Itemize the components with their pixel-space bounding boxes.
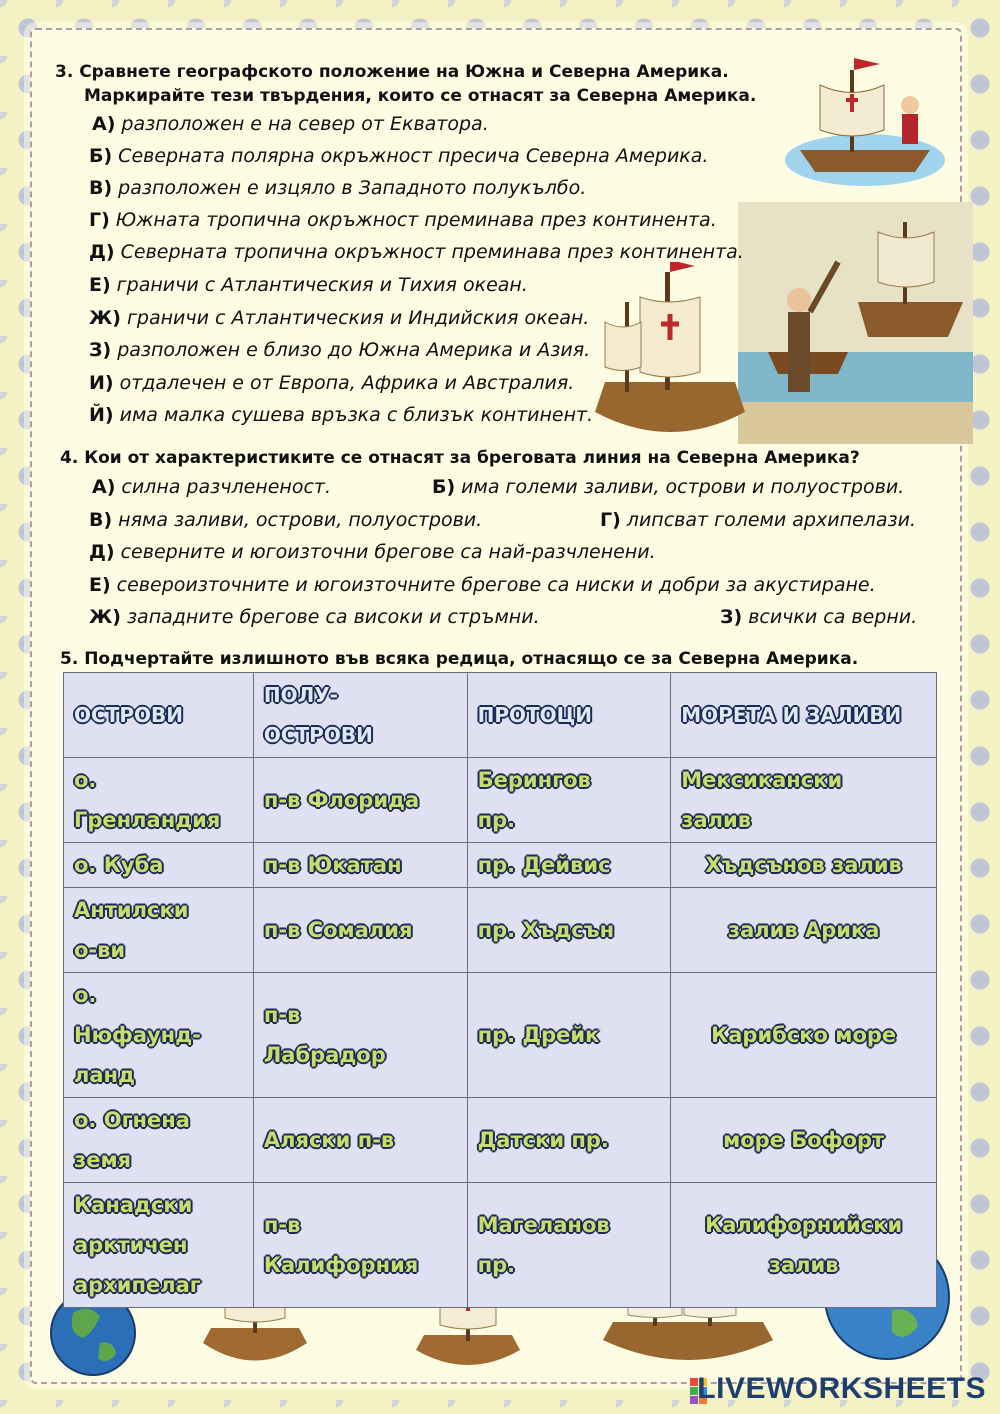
q3-option-i[interactable]: И) отдалечен е от Европа, Африка и Австралия. (89, 372, 575, 394)
columbus-landing-illustration (738, 202, 973, 444)
liveworksheets-brand: LIVEWORKSHEETS (697, 1372, 986, 1405)
table-row (64, 1098, 937, 1183)
q3-option-e[interactable]: Е) граничи с Атлантическия и Тихия океан. (89, 274, 528, 296)
q4-option-e[interactable]: Е) североизточните и югоизточните брегове са ниски и добри за акустиране. (89, 574, 876, 596)
cell-island[interactable]: о. Гренландия (64, 758, 254, 843)
cell-sea-gulf[interactable]: Карибско море (671, 973, 937, 1098)
cell-sea-gulf[interactable]: залив Арика (671, 888, 937, 973)
cell-strait[interactable]: пр. Хъдсън (467, 888, 671, 973)
cell-sea-gulf[interactable]: море Бофорт (671, 1098, 937, 1183)
cell-strait[interactable]: Датски пр. (467, 1098, 671, 1183)
q3-title-line2: Маркирайте тези твърдения, които се отнасят за Северна Америка. (84, 86, 757, 106)
q3-option-y[interactable]: Й) има малка сушева връзка с близък континент. (89, 404, 594, 426)
q4-title: 4. Кои от характеристиките се отнасят за бреговата линия на Северна Америка? (60, 448, 860, 468)
table-row (64, 888, 937, 973)
cell-peninsula[interactable]: п-в Калифорния (253, 1183, 467, 1308)
cell-island[interactable]: Антилски о-ви (64, 888, 254, 973)
cell-sea-gulf[interactable]: Калифорнийски залив (671, 1183, 937, 1308)
header-straits: ПРОТОЦИ (467, 673, 671, 758)
cell-peninsula[interactable]: п-в Лабрадор (253, 973, 467, 1098)
cell-strait[interactable]: Берингов пр. (467, 758, 671, 843)
table-row (64, 973, 937, 1098)
santa-maria-ship-illustration (585, 262, 755, 462)
q3-option-b[interactable]: Б) Северната полярна окръжност пресича Северна Америка. (89, 145, 709, 167)
cell-island[interactable]: о. Нюфаунд- ланд (64, 973, 254, 1098)
geography-table (63, 672, 937, 1308)
ship-with-explorer-illustration (780, 50, 950, 190)
q3-option-d[interactable]: Д) Северната тропична окръжност преминава през континента. (89, 241, 744, 263)
cell-strait[interactable]: Магеланов пр. (467, 1183, 671, 1308)
q3-option-g[interactable]: Г) Южната тропична окръжност преминава през континента. (89, 209, 717, 231)
q4-option-zh[interactable]: Ж) западните брегове са високи и стръмни. (89, 606, 540, 628)
header-seas-gulfs: МОРЕТА И ЗАЛИВИ (671, 673, 937, 758)
cell-strait[interactable]: пр. Дейвис (467, 843, 671, 888)
cell-peninsula[interactable]: Аляски п-в (253, 1098, 467, 1183)
q4-option-z[interactable]: З) всички са верни. (720, 606, 918, 628)
table-row (64, 843, 937, 888)
cell-peninsula[interactable]: п-в Сомалия (253, 888, 467, 973)
q4-option-a[interactable]: А) силна разчлененост. (92, 476, 332, 498)
q5-title: 5. Подчертайте излишното във всяка редица, отнасящо се за Северна Америка. (60, 649, 859, 669)
table-row (64, 758, 937, 843)
q3-option-zh[interactable]: Ж) граничи с Атлантическия и Индийския океан. (89, 307, 590, 329)
cell-sea-gulf[interactable]: Хъдсънов залив (671, 843, 937, 888)
header-peninsulas: ПОЛУ- ОСТРОВИ (253, 673, 467, 758)
q3-option-z[interactable]: З) разположен е близо до Южна Америка и Азия. (89, 339, 591, 361)
q3-title-line1: 3. Сравнете географското положение на Южна и Северна Америка. (55, 62, 729, 82)
cell-strait[interactable]: пр. Дрейк (467, 973, 671, 1098)
cell-peninsula[interactable]: п-в Юкатан (253, 843, 467, 888)
q3-option-v[interactable]: В) разположен е изцяло в Западното полукълбо. (89, 177, 587, 199)
q4-option-g[interactable]: Г) липсват големи архипелази. (600, 509, 916, 531)
cell-sea-gulf[interactable]: Мексикански залив (671, 758, 937, 843)
q4-option-d[interactable]: Д) северните и югоизточни брегове са най-разчленени. (89, 541, 656, 563)
cell-island[interactable]: о. Огнена земя (64, 1098, 254, 1183)
header-islands: ОСТРОВИ (64, 673, 254, 758)
q4-option-b[interactable]: Б) има големи заливи, острови и полуострови. (432, 476, 905, 498)
table-header-row (64, 673, 937, 758)
q4-option-v[interactable]: В) няма заливи, острови, полуострови. (89, 509, 483, 531)
cell-peninsula[interactable]: п-в Флорида (253, 758, 467, 843)
table-row (64, 1183, 937, 1308)
cell-island[interactable]: о. Куба (64, 843, 254, 888)
cell-island[interactable]: Канадски арктичен архипелаг (64, 1183, 254, 1308)
q3-option-a[interactable]: А) разположен е на север от Екватора. (92, 113, 489, 135)
